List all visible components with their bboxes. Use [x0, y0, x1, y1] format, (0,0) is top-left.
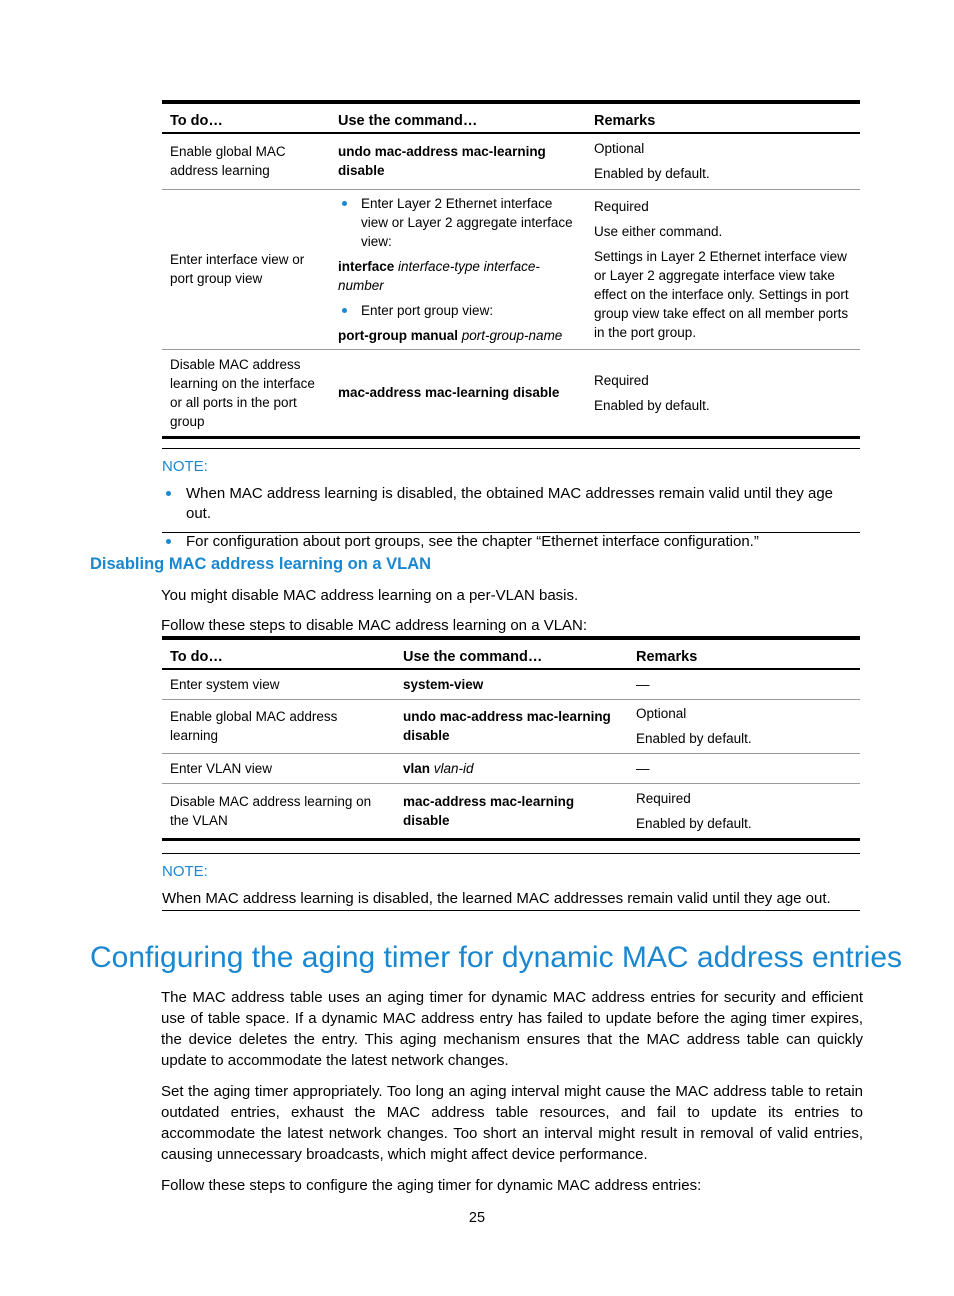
cell-remarks: Required Enabled by default. — [628, 783, 860, 839]
chapter-heading: Configuring the aging timer for dynamic MAC address entries — [90, 941, 903, 974]
command-table-interface — [162, 100, 860, 439]
table-row — [162, 753, 860, 783]
note-box — [162, 853, 860, 911]
cell-command: vlan vlan-id — [395, 753, 628, 783]
table-row — [162, 669, 860, 699]
paragraph: The MAC address table uses an aging timer for dynamic MAC address entries for security and efficient use of table space. If a dynamic MAC address entry has failed to update before the aging timer expires, the device deletes the entry. This aging mechanism ensures that the MAC address table can quickly update to accommodate the latest network changes. — [161, 989, 863, 1069]
table-row — [162, 349, 860, 437]
column-header-command: Use the command… — [395, 638, 628, 669]
command-line: interface interface-type interface-number — [338, 258, 540, 293]
paragraph: Follow these steps to disable MAC address learning on a VLAN: — [161, 617, 588, 634]
cell-command: mac-address mac-learning disable — [330, 349, 586, 437]
table-header-row — [162, 102, 860, 133]
note-label: NOTE: — [162, 863, 208, 880]
cell-todo: Enter interface view or port group view — [162, 189, 330, 349]
note-item: For configuration about port groups, see the chapter “Ethernet interface configuration.” — [162, 532, 860, 552]
cell-command: undo mac-address mac-learning disable — [330, 133, 586, 189]
cell-command: undo mac-address mac-learning disable — [395, 699, 628, 753]
cell-todo: Enter system view — [162, 669, 395, 699]
cell-remarks: Optional Enabled by default. — [586, 133, 860, 189]
cell-todo: Disable MAC address learning on the VLAN — [162, 783, 395, 839]
paragraph: You might disable MAC address learning on a per-VLAN basis. — [161, 587, 579, 604]
table-row — [162, 133, 860, 189]
column-header-command: Use the command… — [330, 102, 586, 133]
cell-command: system-view — [395, 669, 628, 699]
cell-todo: Enter VLAN view — [162, 753, 395, 783]
cell-remarks: Required Use either command. Settings in Layer 2 Ethernet interface view or Layer 2 aggregate interface view take effect on the interface only. Settings in port group view take effect on all member ports in the port group. — [586, 189, 860, 349]
column-header-todo: To do… — [162, 102, 330, 133]
cell-command — [330, 189, 586, 349]
column-header-remarks: Remarks — [586, 102, 860, 133]
column-header-todo: To do… — [162, 638, 395, 669]
cell-todo: Enable global MAC address learning — [162, 699, 395, 753]
note-label: NOTE: — [162, 458, 208, 475]
table-header-row — [162, 638, 860, 669]
table-row — [162, 783, 860, 839]
bullet-text: Enter Layer 2 Ethernet interface view or Layer 2 aggregate interface view: — [338, 194, 578, 251]
command-line: port-group manual port-group-name — [338, 327, 563, 343]
note-text: When MAC address learning is disabled, the learned MAC addresses remain valid until they age out. — [162, 890, 831, 907]
command-table-vlan — [162, 636, 860, 841]
paragraph: Set the aging timer appropriately. Too long an aging interval might cause the MAC address table to retain outdated entries, exhaust the MAC address table resources, and fail to update its entries to accommodate the latest network changes. Too short an interval might result in removal of valid entries, causing unnecessary broadcasts, which might affect device performance. — [161, 1083, 863, 1163]
bullet-text: Enter port group view: — [338, 301, 578, 320]
cell-remarks: Required Enabled by default. — [586, 349, 860, 437]
cell-remarks: — — [628, 753, 860, 783]
cell-todo: Disable MAC address learning on the interface or all ports in the port group — [162, 349, 330, 437]
cell-command: mac-address mac-learning disable — [395, 783, 628, 839]
note-box — [162, 448, 860, 550]
paragraph: Follow these steps to configure the aging timer for dynamic MAC address entries: — [161, 1177, 702, 1194]
column-header-remarks: Remarks — [628, 638, 860, 669]
note-item: When MAC address learning is disabled, the obtained MAC addresses remain valid until they age out. — [162, 484, 860, 524]
cell-todo: Enable global MAC address learning — [162, 133, 330, 189]
cell-remarks: Optional Enabled by default. — [628, 699, 860, 753]
section-heading: Disabling MAC address learning on a VLAN — [90, 555, 432, 573]
table-row — [162, 699, 860, 753]
cell-remarks: — — [628, 669, 860, 699]
page-number: 25 — [468, 1210, 486, 1226]
table-row — [162, 189, 860, 349]
